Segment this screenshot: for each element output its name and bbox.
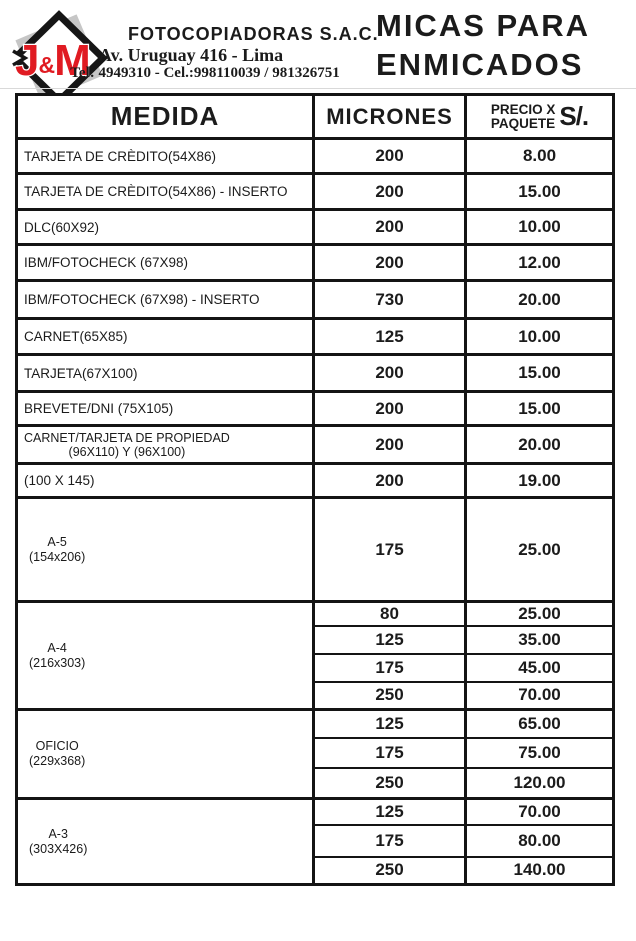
micrones-value: 250 xyxy=(314,768,466,799)
precio-value: 70.00 xyxy=(466,799,614,825)
precio-value: 15.00 xyxy=(466,174,614,210)
precio-value: 19.00 xyxy=(466,464,614,498)
medida-cell xyxy=(17,210,314,245)
micrones-value: 175 xyxy=(314,498,466,602)
precio-value: 75.00 xyxy=(466,738,614,768)
table-row xyxy=(17,602,614,626)
medida-label: DLC(60X92) xyxy=(24,219,100,235)
precio-value: 25.00 xyxy=(466,498,614,602)
col-header-medida: MEDIDA xyxy=(17,95,314,139)
medida-cell xyxy=(17,710,314,799)
precio-value: 20.00 xyxy=(466,281,614,319)
precio-value: 70.00 xyxy=(466,682,614,710)
table-row xyxy=(17,464,614,498)
precio-value: 140.00 xyxy=(466,857,614,885)
price-table-body xyxy=(17,139,614,885)
micrones-value: 175 xyxy=(314,654,466,682)
medida-label: A-4 (216x303) xyxy=(29,640,86,670)
medida-label: A-5 (154x206) xyxy=(29,534,86,564)
table-row xyxy=(17,710,614,738)
medida-label: TARJETA DE CRÈDITO(54X86) - INSERTO xyxy=(24,184,288,200)
micrones-value: 200 xyxy=(314,174,466,210)
page-title-line1: MICAS PARA xyxy=(376,8,591,43)
micrones-value: 125 xyxy=(314,319,466,355)
precio-value: 15.00 xyxy=(466,355,614,392)
precio-line2: PAQUETE xyxy=(490,115,556,131)
medida-label: (100 X 145) xyxy=(24,473,95,489)
micrones-value: 200 xyxy=(314,426,466,464)
precio-line1: PRECIO X xyxy=(490,102,556,117)
company-name: FOTOCOPIADORAS S.A.C. xyxy=(128,24,379,44)
micrones-value: 200 xyxy=(314,139,466,174)
medida-cell xyxy=(17,281,314,319)
page-title xyxy=(376,6,590,84)
company-phones: Tel: 4949310 - Cel.:998110039 / 981326751 xyxy=(70,65,340,81)
precio-value: 20.00 xyxy=(466,426,614,464)
medida-cell xyxy=(17,602,314,710)
table-header-row xyxy=(17,95,614,139)
medida-cell xyxy=(17,174,314,210)
medida-cell xyxy=(17,464,314,498)
table-row xyxy=(17,392,614,426)
table-row xyxy=(17,426,614,464)
precio-value: 25.00 xyxy=(466,602,614,626)
medida-cell xyxy=(17,355,314,392)
header-divider xyxy=(0,88,636,89)
medida-cell xyxy=(17,139,314,174)
micrones-value: 200 xyxy=(314,210,466,245)
precio-value: 8.00 xyxy=(466,139,614,174)
col-header-micrones: MICRONES xyxy=(314,95,466,139)
table-row xyxy=(17,139,614,174)
logo-jm-text: J&M xyxy=(15,36,90,85)
precio-value: 10.00 xyxy=(466,319,614,355)
precio-value: 15.00 xyxy=(466,392,614,426)
medida-cell xyxy=(17,498,314,602)
col-header-precio-lines xyxy=(491,103,556,130)
micrones-value: 200 xyxy=(314,355,466,392)
micrones-value: 200 xyxy=(314,464,466,498)
medida-cell xyxy=(17,426,314,464)
table-row xyxy=(17,799,614,825)
precio-value: 65.00 xyxy=(466,710,614,738)
medida-cell xyxy=(17,245,314,281)
medida-label: CARNET/TARJETA DE PROPIEDAD (96X110) Y (96X100) xyxy=(24,430,230,459)
medida-label: TARJETA(67X100) xyxy=(24,365,138,381)
medida-cell xyxy=(17,392,314,426)
micrones-value: 730 xyxy=(314,281,466,319)
table-row xyxy=(17,210,614,245)
page-title-line2: ENMICADOS xyxy=(376,47,584,82)
medida-label: OFICIO (229x368) xyxy=(29,739,86,768)
micrones-value: 200 xyxy=(314,245,466,281)
precio-value: 80.00 xyxy=(466,825,614,857)
micrones-value: 175 xyxy=(314,738,466,768)
micrones-value: 250 xyxy=(314,682,466,710)
table-row xyxy=(17,245,614,281)
medida-label: TARJETA DE CRÈDITO(54X86) xyxy=(24,148,217,164)
company-address: Av. Uruguay 416 - Lima xyxy=(98,45,284,65)
medida-label: IBM/FOTOCHECK (67X98) - INSERTO xyxy=(24,292,260,308)
precio-value: 12.00 xyxy=(466,245,614,281)
table-row xyxy=(17,319,614,355)
micrones-value: 125 xyxy=(314,799,466,825)
precio-value: 45.00 xyxy=(466,654,614,682)
precio-value: 35.00 xyxy=(466,626,614,654)
micrones-value: 200 xyxy=(314,392,466,426)
micrones-value: 125 xyxy=(314,626,466,654)
table-row xyxy=(17,281,614,319)
precio-value: 10.00 xyxy=(466,210,614,245)
medida-label: IBM/FOTOCHECK (67X98) xyxy=(24,255,189,271)
medida-label: A-3 (303X426) xyxy=(29,826,88,856)
table-row xyxy=(17,498,614,602)
micrones-value: 250 xyxy=(314,857,466,885)
currency-symbol: S/. xyxy=(559,101,589,131)
table-row xyxy=(17,355,614,392)
col-header-precio xyxy=(466,95,614,139)
medida-cell xyxy=(17,799,314,885)
precio-value: 120.00 xyxy=(466,768,614,799)
micrones-value: 175 xyxy=(314,825,466,857)
price-table xyxy=(15,93,615,886)
medida-label: CARNET(65X85) xyxy=(24,329,128,345)
micrones-value: 80 xyxy=(314,602,466,626)
medida-label: BREVETE/DNI (75X105) xyxy=(24,401,174,417)
medida-cell xyxy=(17,319,314,355)
table-row xyxy=(17,174,614,210)
micrones-value: 125 xyxy=(314,710,466,738)
